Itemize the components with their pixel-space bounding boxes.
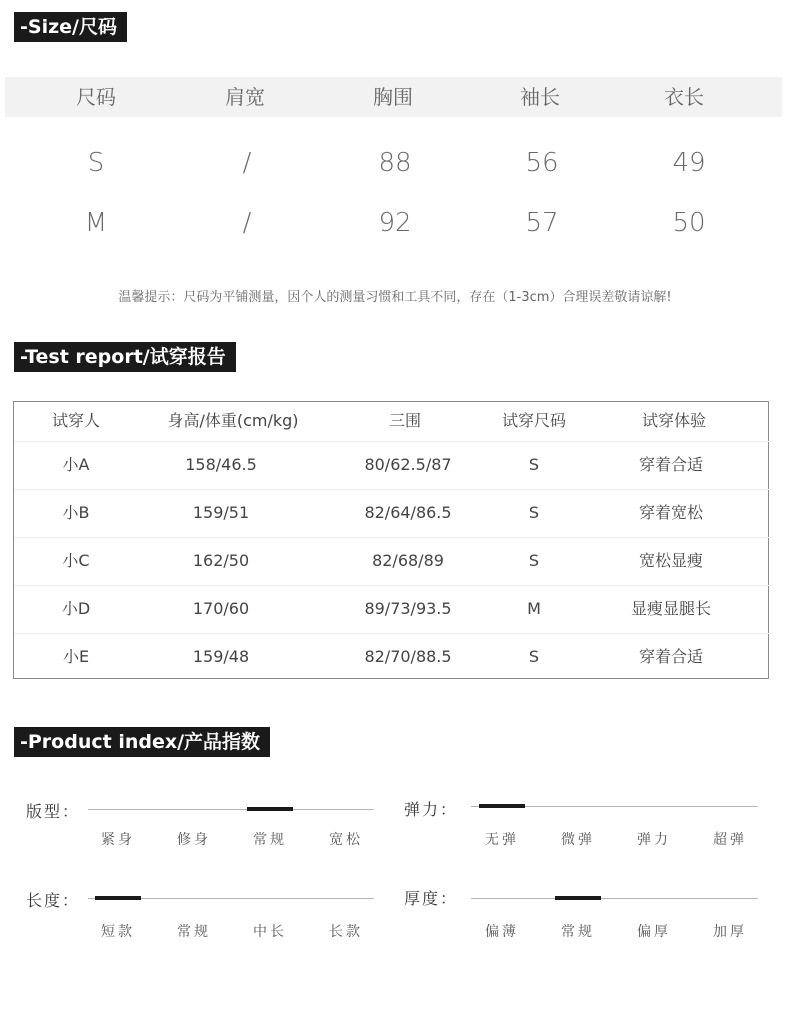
index-option: 短款	[101, 924, 135, 940]
height-weight: 159/51	[192, 503, 250, 522]
index-option: 宽松	[329, 832, 363, 848]
table-row	[14, 538, 770, 586]
index-option: 修身	[177, 832, 211, 848]
fit-experience: 宽松显瘦	[638, 551, 703, 570]
table-row	[14, 586, 770, 634]
fit-experience: 穿着合适	[638, 647, 703, 666]
index-label-fit: 版型：	[26, 802, 81, 821]
index-option: 中长	[253, 924, 287, 940]
index-option: 无弹	[485, 832, 519, 848]
tester-name: 小D	[61, 599, 91, 618]
height-weight: 158/46.5	[185, 455, 257, 474]
index-option: 常规	[253, 832, 287, 848]
index-marker-thickness	[555, 896, 601, 900]
test-section-header: -Test report/试穿报告	[14, 342, 236, 372]
size-col-header: 尺码	[76, 85, 116, 109]
measurements: 82/70/88.5	[364, 647, 452, 666]
index-option: 长款	[329, 924, 363, 940]
measurement-note: 温馨提示：尺码为平铺测量，因个人的测量习惯和工具不同，存在（1-3cm）合理误差敬请谅解!	[118, 290, 672, 305]
index-label-length: 长度：	[26, 891, 81, 910]
size-cell: 92	[378, 208, 412, 238]
height-weight: 159/48	[192, 647, 250, 666]
index-label-thickness: 厚度：	[404, 889, 459, 908]
index-marker-length	[95, 896, 141, 900]
measurements: 80/62.5/87	[364, 455, 452, 474]
table-row	[14, 442, 770, 490]
measurements: 82/68/89	[372, 551, 444, 570]
size-cell: 50	[672, 208, 706, 238]
size-cell: 49	[672, 148, 706, 178]
index-marker-fit	[247, 807, 293, 811]
tried-size: M	[527, 599, 541, 618]
product-section-header: -Product index/产品指数	[14, 727, 270, 757]
test-col-header: 身高/体重(cm/kg)	[167, 411, 299, 430]
size-cell: 57	[525, 208, 559, 238]
tester-name: 小A	[62, 455, 90, 474]
fit-experience: 穿着合适	[638, 455, 703, 474]
test-table-header	[14, 402, 770, 442]
size-section-header: -Size/尺码	[14, 12, 127, 42]
index-option: 偏厚	[637, 924, 671, 940]
index-option: 常规	[561, 924, 595, 940]
index-option: 紧身	[101, 832, 135, 848]
size-row-s	[5, 143, 782, 183]
size-cell: /	[242, 148, 252, 178]
index-marker-elasticity	[479, 804, 525, 808]
tried-size: S	[528, 551, 540, 570]
tester-name: 小B	[62, 503, 90, 522]
size-col-header: 袖长	[520, 85, 560, 109]
index-option: 加厚	[713, 924, 747, 940]
size-row-m	[5, 203, 782, 243]
size-cell: M	[84, 208, 108, 238]
index-label-elasticity: 弹力：	[404, 800, 459, 819]
size-cell: /	[242, 208, 252, 238]
index-option: 偏薄	[485, 924, 519, 940]
tried-size: S	[528, 455, 540, 474]
size-col-header: 胸围	[373, 85, 413, 109]
size-table-header	[5, 77, 782, 117]
index-option: 常规	[177, 924, 211, 940]
size-col-header: 肩宽	[225, 85, 265, 109]
table-row	[14, 634, 770, 682]
index-option: 微弹	[561, 832, 595, 848]
measurements: 89/73/93.5	[364, 599, 452, 618]
height-weight: 170/60	[192, 599, 250, 618]
tried-size: S	[528, 503, 540, 522]
table-row	[14, 490, 770, 538]
fit-experience: 显瘦显腿长	[630, 599, 711, 618]
index-scale-fit	[88, 809, 374, 810]
tried-size: S	[528, 647, 540, 666]
height-weight: 162/50	[192, 551, 250, 570]
tester-name: 小E	[62, 647, 90, 666]
tester-name: 小C	[62, 551, 90, 570]
measurements: 82/64/86.5	[364, 503, 452, 522]
index-option: 超弹	[713, 832, 747, 848]
fit-experience: 穿着宽松	[638, 503, 703, 522]
size-cell: 88	[378, 148, 412, 178]
index-scale-thickness	[471, 898, 758, 899]
test-col-header: 试穿体验	[641, 411, 706, 430]
test-col-header: 试穿尺码	[501, 411, 566, 430]
size-cell: 56	[525, 148, 559, 178]
test-col-header: 试穿人	[51, 411, 100, 430]
index-option: 弹力	[637, 832, 671, 848]
test-col-header: 三围	[388, 411, 421, 430]
size-cell: S	[87, 148, 105, 178]
size-col-header: 衣长	[664, 85, 704, 109]
test-report-table	[13, 401, 769, 679]
